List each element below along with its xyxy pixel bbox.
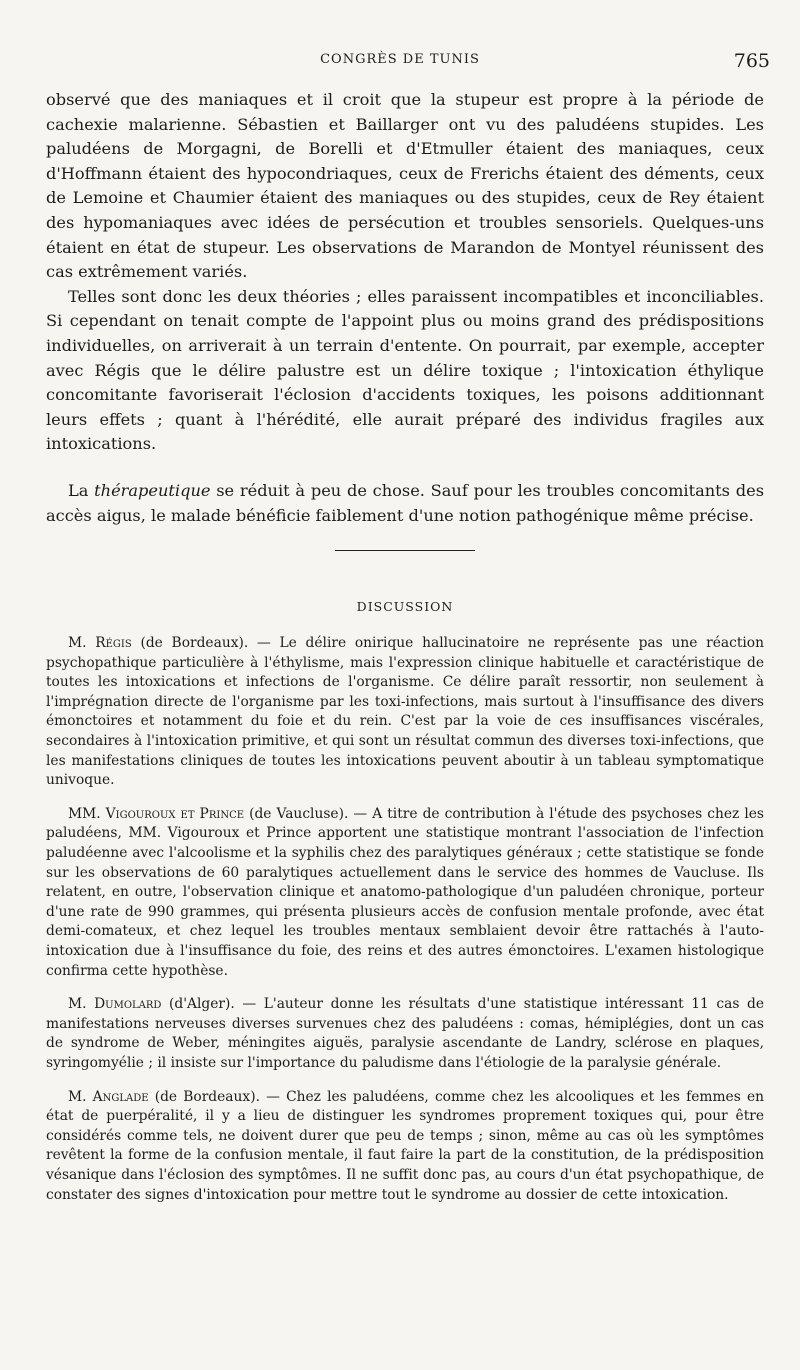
speaker-name: MM. Vigouroux et Prince (68, 805, 245, 822)
page-number: 765 (733, 50, 770, 72)
discussion-entry-vigouroux-prince (46, 805, 764, 981)
body-text (46, 88, 764, 1205)
discussion-entry-anglade (46, 1088, 764, 1206)
running-head (0, 50, 800, 74)
discussion-text: (de Bordeaux). — Chez les paludéens, comme chez les alcooliques et les femmes en état de puerpéralité, il y a lieu de distinguer les syndromes proprement toxiques qui, pour être considérés comme tels, ne doivent durer que peu de temps ; sinon, même au cas où les symptômes revêtent la forme de la confusion mentale, il faut faire la part de la constitution, de la prédisposition vésanique dans l'éclosion des symptômes. Il ne suffit donc pas, au cours d'un état psychopathique, de constater des signes d'intoxication pour mettre tout le syndrome au dossier de cette intoxication. (46, 1088, 764, 1203)
discussion-section (46, 634, 764, 1205)
paragraph-3-term: thérapeutique (94, 480, 211, 500)
discussion-text: (de Bordeaux). — Le délire onirique hallucinatoire ne représente pas une réaction psychopathique particulière à l'éthylisme, mais l'expression clinique habituelle et caractéristique de toutes les intoxications et infections de l'organisme. Ce délire paraît ressortir, non seulement à l'imprégnation directe de l'organisme par les toxi-infections, mais surtout à l'insuffisance des divers émonctoires et notamment du foie et du rein. C'est par la voie de ces insuffisances viscérales, secondaires à l'intoxication primitive, et qui sont un résultat commun des diverses toxi-infections, que les manifestations cliniques de toutes les intoxications peuvent aboutir à un tableau symptomatique univoque. (46, 635, 764, 789)
discussion-text: (de Vaucluse). — A titre de contribution à l'étude des psychoses chez les paludéens, MM. Vigouroux et Prince apportent une statistique montrant l'association de l'infection paludéenne avec l'alcoolisme et la syphilis chez des paralytiques généraux ; cette statistique se fonde sur les observations de 60 paralytiques actuellement dans le service des hommes de Vaucluse. Ils relatent, en outre, l'observation clinique et anatomo-pathologique d'un paludéen chronique, porteur d'une rate de 990 grammes, qui présenta plusieurs accès de confusion mentale profonde, avec état demi-comateux, et chez lequel les troubles mentaux semblaient devoir être rattachés à l'auto-intoxication due à l'insuffisance du foie, des reins et des autres émonctoires. L'examen histologique confirma cette hypothèse. (46, 805, 764, 979)
paragraph-3-rest: se réduit à peu de chose. Sauf pour les troubles concomitants des accès aigus, le malade bénéficie faiblement d'une notion pathogénique même précise. (46, 480, 764, 525)
paragraph-3 (46, 479, 764, 528)
speaker-name: M. Anglade (68, 1088, 149, 1105)
paragraph-3-prefix: La (68, 480, 95, 500)
discussion-text: (d'Alger). — L'auteur donne les résultats d'une statistique intéressant 11 cas de manifestations nerveuses diverses survenues chez des paludéens : comas, hémiplégies, dont un cas de syndrome de Weber, méningites aiguës, paralysie ascendante de Landry, sclérose en plaques, syringomyélie ; il insiste sur l'importance du paludisme dans l'étiologie de la paralysie générale. (46, 996, 764, 1071)
paragraph-2: Telles sont donc les deux théories ; elles paraissent incompatibles et inconciliables. Si cependant on tenait compte de l'appoint plus ou moins grand des prédispositions individuelles, on arriverait à un terrain d'entente. On pourrait, par exemple, accepter avec Régis que le délire palustre est un délire toxique ; l'intoxication éthylique concomitante favoriserait l'éclosion d'accidents toxiques, les poisons additionnant leurs effets ; quant à l'hérédité, elle aurait préparé des individus fragiles aux intoxications. (46, 286, 764, 454)
paragraph-1: observé que des maniaques et il croit que la stupeur est propre à la période de cachexie malarienne. Sébastien et Baillarger ont vu des paludéens stupides. Les paludéens de Morgagni, de Borelli et d'Etmuller étaient des maniaques, ceux d'Hoffmann étaient des hypocondriaques, ceux de Frerichs étaient des déments, ceux de Lemoine et Chaumier étaient des maniaques ou des stupides, ceux de Rey étaient des hypomaniaques avec idées de persécution et troubles sensoriels. Quelques-uns étaient en état de stupeur. Les observations de Marandon de Montyel réunissent des cas extrêmement variés. (46, 90, 764, 282)
speaker-name: M. Dumolard (68, 996, 162, 1013)
section-divider (335, 550, 475, 551)
speaker-name: M. Régis (68, 635, 132, 652)
discussion-entry-regis (46, 634, 764, 791)
running-title: CONGRÈS DE TUNIS (320, 52, 480, 67)
discussion-heading: DISCUSSION (356, 599, 454, 615)
discussion-entry-dumolard (46, 995, 764, 1073)
